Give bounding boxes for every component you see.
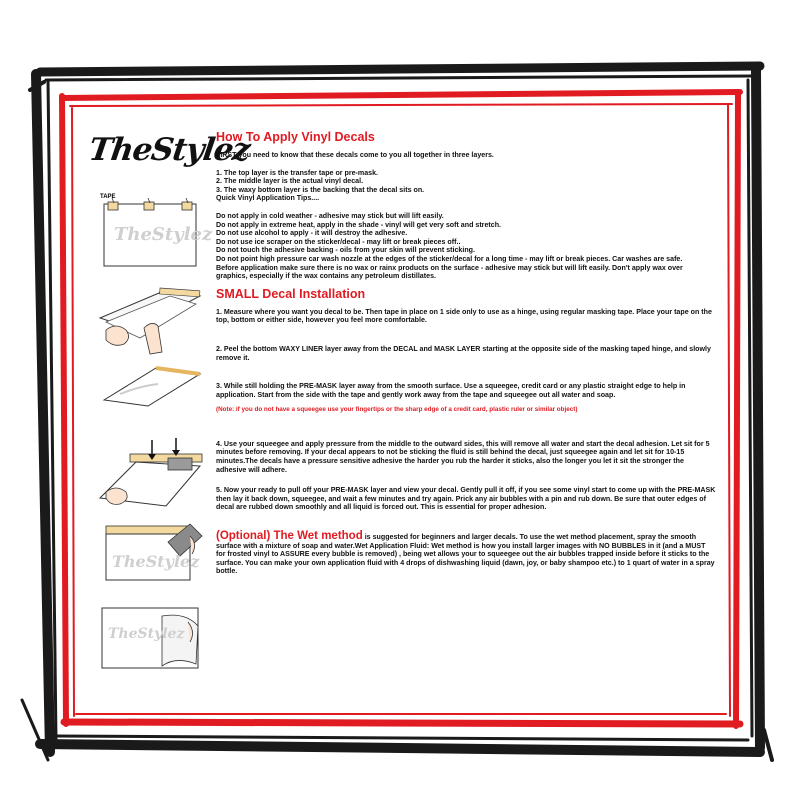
wet-method-paragraph [216, 532, 716, 576]
illustration-tape-hinge [98, 194, 213, 274]
tip-2: Do not apply in extreme heat, apply in the shade - vinyl will get very soft and stretch. [216, 220, 501, 229]
layer-1: 1. The top layer is the transfer tape or pre-mask. [216, 168, 379, 177]
tip-6: Do not point high pressure car wash nozzle at the edges of the sticker/decal for a long time - may lift or break pieces. Car washes are safe. [216, 254, 683, 263]
decal-watermark-2: TheStylez [112, 552, 200, 571]
tip-1: Do not apply in cold weather - adhesive may stick but will lift easily. [216, 211, 444, 220]
tip-5: Do not touch the adhesive backing - oils from your skin will prevent sticking. [216, 246, 475, 255]
illustration-liner-removed [100, 364, 204, 410]
tip-4: Do not use ice scraper on the sticker/decal - may lift or break pieces off.. [216, 237, 461, 246]
layer-3: 3. The waxy bottom layer is the backing that the decal sits on. [216, 185, 425, 194]
step-2: 2. Peel the bottom WAXY LINER layer away from the DECAL and MASK LAYER starting at the opposite side of the masking taped hinge, and slowly remove it. [216, 344, 711, 362]
decal-watermark-3: TheStylez [108, 626, 185, 642]
tip-3: Do not use alcohol to apply - it will destroy the adhesive. [216, 229, 408, 238]
tips-heading: Quick Vinyl Application Tips.... [216, 194, 320, 203]
section3-title: (Optional) The Wet method [216, 530, 363, 543]
step-5: 5. Now your ready to pull off your PRE-MASK layer and view your decal. Gently pull it off, if you see some vinyl start to come up with the PRE-MASK then lay it back down, squeegee, and wait a few minutes and try again. Prick any air bubbles with a pin and rub down. Be sure that outer edges of decal are rubbed down smoothly and all liquid is forced out. This is essential for proper adhesion. [216, 486, 716, 512]
illustration-premask-peel [100, 606, 204, 670]
step-3: 3. While still holding the PRE-MASK layer away from the smooth surface. Use a squeegee, credit card or any plastic straight edge to help in application. Start from the side with the tape and gently work away from the tape and squeegee out all water and soap. [216, 382, 686, 399]
illustration-peel-liner [96, 278, 206, 358]
step-3-note: (Note: if you do not have a squeegee use your fingertips or the sharp edge of a credit card, plastic ruler or similar object) [216, 405, 578, 413]
illustration-squeegee-pressure [100, 516, 204, 584]
step-4: 4. Use your squeegee and apply pressure from the middle to the outward sides, this will remove all water and start the decal adhesion. Let sit for 5 minutes before removing. If your decal appears to not be sticking the fluid is still behind the decal, just squeegee again and let sit for 10-15 minutes.The decals have a pressure sensitive adhesive the harder you rub the harder it sticks, also the longer you let it sit the stronger the adhesive will adhere. [216, 439, 710, 474]
section3-body: is suggested for beginners and larger decals. To use the wet method placement, spray the smooth surface with a mixture of soap and water.Wet Application Fluid: Wet method is how you install larger images with NO BUBBLES in it (and a MUST for frosted vinyl to ASSURE every bubble is removed) , being wet allows your to squeegee out the air bubbles trapped inside before it sticks to the surface. You can make your own application fluid with 4 drops of dishwashing liquid (dawn, joy, or baby shampoo etc.) to 1 quart of water in a spray bottle. [216, 533, 715, 576]
illustration-squeegee [96, 436, 206, 510]
layer-2: 2. The middle layer is the actual vinyl decal. [216, 177, 364, 186]
section2-title: SMALL Decal Installation [216, 286, 366, 301]
tape-label: TAPE [100, 194, 116, 200]
tip-7: Before application make sure there is no wax or rainx products on the surface - adhesive may stick but will lift easily. Don't apply wax over graphics, especially if the wax contains any petroleum distillates. [216, 263, 683, 281]
decal-watermark: TheStylez [114, 224, 213, 245]
step-1: 1. Measure where you want you decal to be. Then tape in place on 1 side only to use as a hinge, using regular masking tape. Place your tape on the top, bottom or either side, however you feel more comfortable. [216, 307, 712, 325]
brand-logo: TheStylez [86, 132, 252, 168]
instructions-content [216, 130, 716, 576]
intro-text: FIRST you need to know that these decals come to you all together in three layers. [216, 151, 494, 159]
section1-title: How To Apply Vinyl Decals [216, 130, 375, 144]
